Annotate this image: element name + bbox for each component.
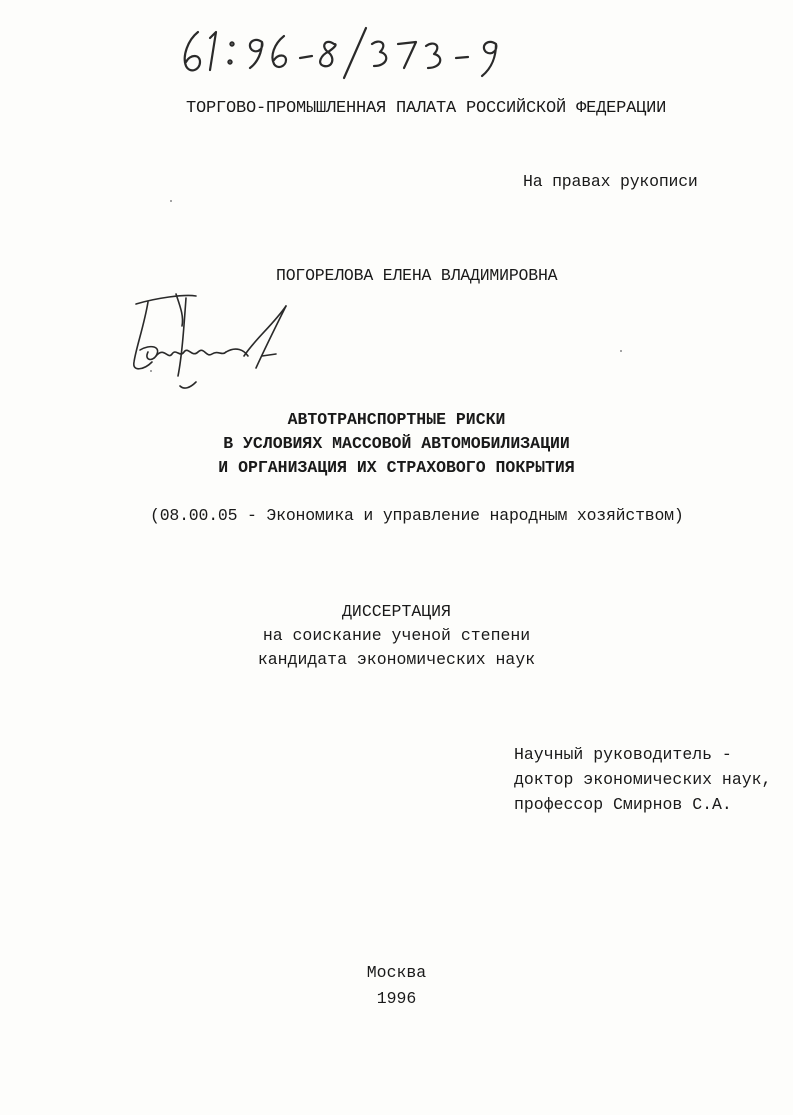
scan-speck (170, 200, 172, 202)
title-line-3: И ОРГАНИЗАЦИЯ ИХ СТРАХОВОГО ПОКРЫТИЯ (218, 458, 575, 477)
dissertation-heading: ДИССЕРТАЦИЯ (342, 602, 451, 621)
manuscript-rights-note: На правах рукописи (523, 172, 698, 191)
supervisor-line-1: Научный руководитель - (514, 745, 732, 764)
supervisor-line-2: доктор экономических наук, (514, 770, 772, 789)
place-and-year (0, 960, 793, 1012)
city: Москва (366, 963, 427, 982)
scan-speck (150, 370, 152, 372)
degree-line-1: на соискание ученой степени (262, 626, 531, 645)
degree-line-2: кандидата экономических наук (257, 650, 536, 669)
title-line-2: В УСЛОВИЯХ МАССОВОЙ АВТОМОБИЛИЗАЦИИ (223, 434, 570, 453)
title-line-1: АВТОТРАНСПОРТНЫЕ РИСКИ (287, 410, 506, 429)
dissertation-title (0, 408, 793, 480)
dissertation-degree-block (0, 600, 793, 672)
organization-name: ТОРГОВО-ПРОМЫШЛЕННАЯ ПАЛАТА РОССИЙСКОЙ ФЕДЕРАЦИИ (186, 99, 667, 118)
supervisor-block (514, 742, 771, 817)
author-signature (126, 286, 296, 394)
supervisor-line-3: профессор Смирнов С.А. (514, 795, 732, 814)
author-name: ПОГОРЕЛОВА ЕЛЕНА ВЛАДИМИРОВНА (276, 266, 558, 285)
specialty-code: (08.00.05 - Экономика и управление народным хозяйством) (150, 506, 684, 525)
year: 1996 (376, 989, 417, 1008)
scan-speck (620, 350, 622, 352)
handwritten-archive-number (176, 22, 516, 82)
